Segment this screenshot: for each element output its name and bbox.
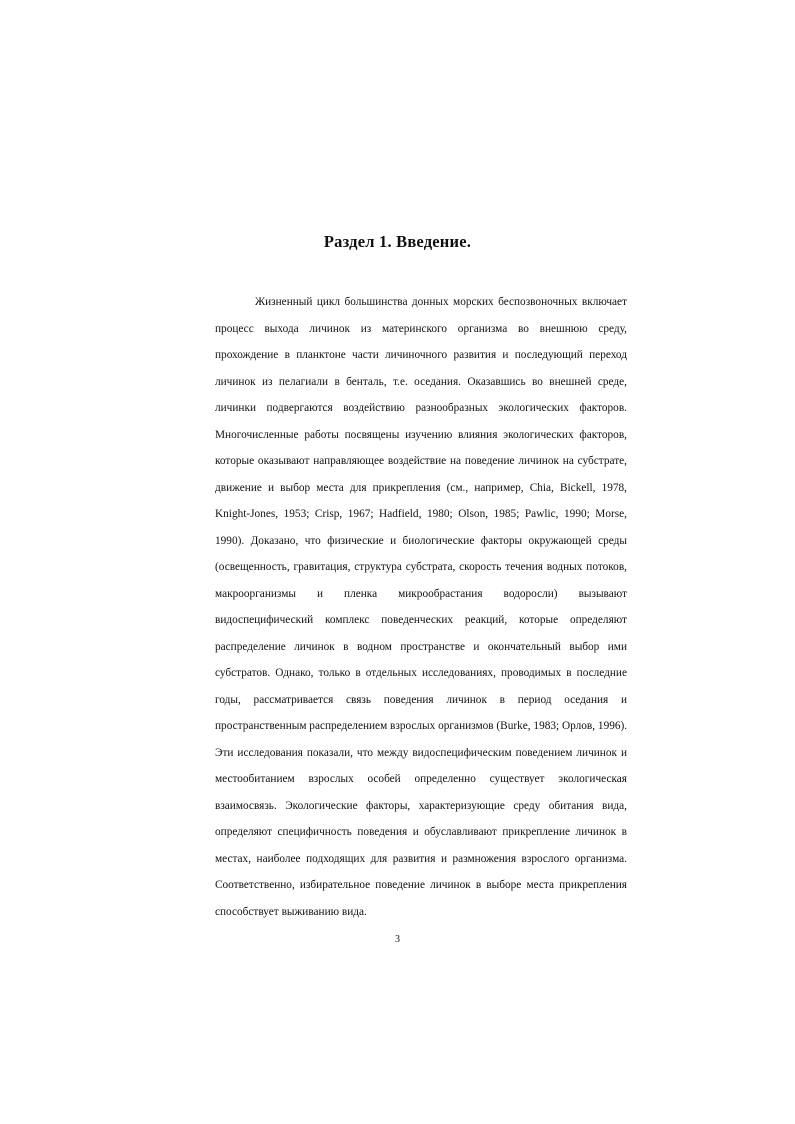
paragraph-line: (освещенность, гравитация, структура субстрата, скорость течения водных потоков,	[215, 561, 627, 573]
paragraph-line: 1990). Доказано, что физические и биологические факторы окружающей среды	[215, 534, 627, 547]
paragraph-line: макроорганизмы и пленка микрообрастания водоросли) вызывают	[215, 587, 627, 600]
paragraph-line: пространственным распределением взрослых организмов (Burke, 1983; Орлов, 1996).	[215, 720, 627, 732]
paragraph-line: прохождение в планктоне части личиночного развития и последующий переход	[215, 349, 627, 361]
paragraph-line: Многочисленные работы посвящены изучению влияния экологических факторов,	[215, 428, 627, 441]
section-heading: Раздел 1. Введение.	[323, 232, 472, 251]
body-paragraph	[215, 292, 627, 928]
paragraph-line: Жизненный цикл большинства донных морских беспозвоночных включает	[255, 296, 627, 308]
paragraph-line: которые оказывают направляющее воздействие на поведение личинок на субстрате,	[215, 455, 627, 467]
paragraph-line: способствует выживанию вида.	[215, 905, 367, 918]
paragraph-line: местах, наиболее подходящих для развития и размножения взрослого организма.	[215, 852, 627, 865]
paragraph-line: взаимосвязь. Экологические факторы, характеризующие среду обитания вида,	[215, 799, 627, 812]
paragraph-line: процесс выхода личинок из материнского организма во внешнюю среду,	[215, 322, 627, 335]
paragraph-line: Эти исследования показали, что между видоспецифическим поведением личинок и	[215, 746, 627, 759]
paragraph-line: субстратов. Однако, только в отдельных исследованиях, проводимых в последние	[215, 667, 627, 679]
paragraph-line: местообитанием взрослых особей определенно существует экологическая	[215, 773, 627, 785]
paragraph-line: Knight-Jones, 1953; Crisp, 1967; Hadfield, 1980; Olson, 1985; Pawlic, 1990; Morse,	[215, 508, 627, 520]
paragraph-line: видоспецифический комплекс поведенческих реакций, которые определяют	[215, 614, 627, 626]
paragraph-line: личинок из пелагиали в бенталь, т.е. оседания. Оказавшись во внешней среде,	[215, 375, 627, 388]
paragraph-line: движение и выбор места для прикрепления (см., например, Chia, Bickell, 1978,	[215, 481, 627, 494]
paragraph-line: Соответственно, избирательное поведение личинок в выборе места прикрепления	[215, 879, 627, 891]
page-number: 3	[395, 934, 400, 945]
paragraph-line: распределение личинок в водном пространстве и окончательный выбор ими	[215, 640, 627, 653]
paragraph-line: личинки подвергаются воздействию разнообразных экологических факторов.	[215, 402, 627, 414]
paragraph-line: определяют специфичность поведения и обуславливают прикрепление личинок в	[215, 826, 627, 838]
paragraph-line: годы, рассматривается связь поведения личинок в период оседания и	[215, 693, 627, 706]
